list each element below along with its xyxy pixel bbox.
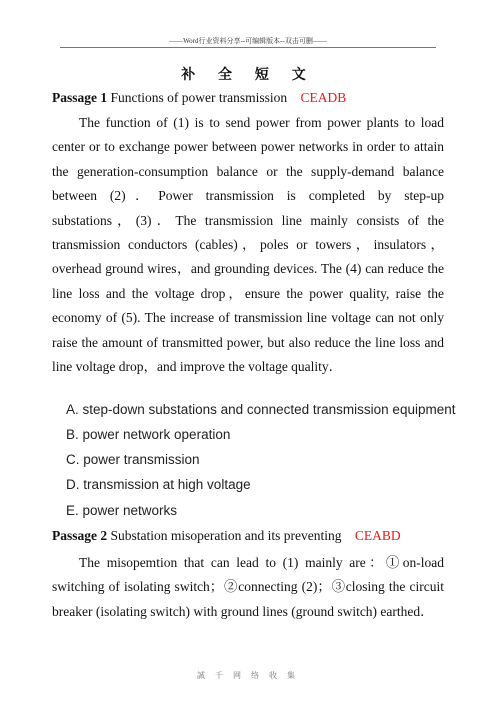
passage1-heading [52,89,346,107]
passage2-label: Passage 2 [52,528,108,543]
header-divider [60,47,436,48]
option-b: B. power network operation [66,427,231,442]
passage2-answer: CEABD [354,528,401,543]
option-e: E. power networks [66,503,178,518]
page-header: ——Word行业资料分享--可编辑版本--双击可删—— [169,37,327,45]
passage2-body: The misopemtion that can lead to (1) mainly are：①on-load switching of isolating switch；②connecting (2)；③closing the circuit breaker (isolating switch) with ground lines (ground switch) earthed． [52,555,444,619]
passage2-title: Substation misoperation and its preventing [110,528,342,543]
option-d: D. transmission at high voltage [66,477,251,492]
passage1-title: Functions of power transmission [110,90,288,105]
page-footer: 誠 千 网 络 收 集 [197,671,299,680]
option-a: A. step-down substations and connected transmission equipment [66,402,456,417]
option-c: C. power transmission [66,452,200,467]
passage1-body: The function of (1) is to send power from power plants to load center or to exchange power between power networks in order to attain the generation-consumption balance or the supply-demand balance between (2)．Power transmission is completed by step-up substations，(3)．The transmission line mainly consists of the transmission conductors (cables)，poles or towers，insulators，overhead ground wires，and grounding devices. The (4) can reduce the line loss and the voltage drop，ensure the power quality, raise the economy of (5). The increase of transmission line voltage can not only raise the amount of transmitted power, but also reduce the line loss and line voltage drop，and improve the voltage quality． [52,115,444,375]
passage1-answer: CEADB [300,90,347,105]
passage1-label: Passage 1 [52,90,108,105]
passage2-heading [52,527,401,545]
page-title: 补 全 短 文 [181,67,315,83]
